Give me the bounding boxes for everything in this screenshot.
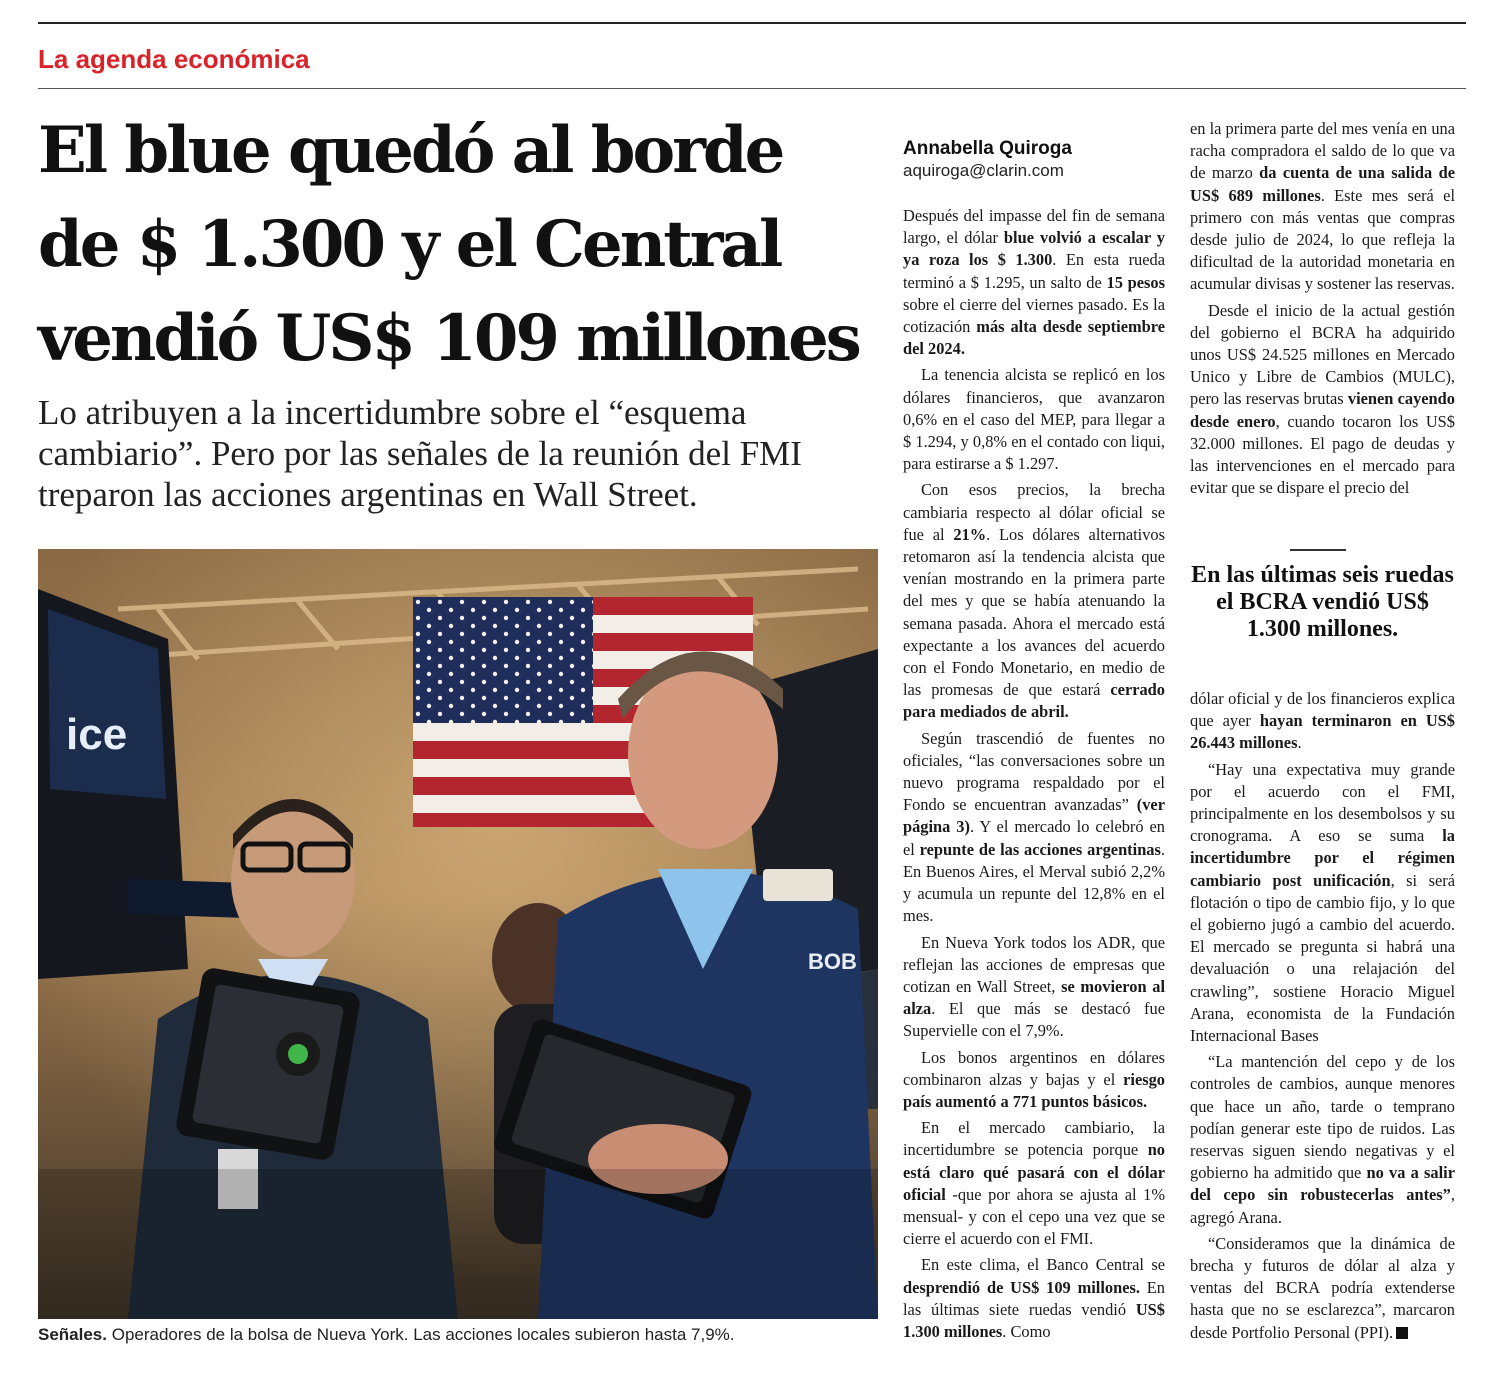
body-paragraph bbox=[903, 728, 1165, 928]
headline bbox=[38, 104, 888, 386]
body-text: Desde el inicio de la actual gestión del gobierno el BCRA ha adquirido unos US$ 24.525 millones en Mercado Unico y Libre de Cambios (MULC), pero las reservas brutas bbox=[1190, 300, 1455, 409]
body-emphasis: da cuenta de una salida de US$ 689 millones bbox=[1190, 163, 1455, 205]
body-emphasis: desprendió de US$ 109 millones. bbox=[903, 1277, 1140, 1297]
end-of-article-mark bbox=[1396, 1327, 1408, 1339]
body-text: , cuando tocaron los US$ 32.000 millones. El pago de deudas y las intervenciones en el mercado para evitar que se dispare el precio del bbox=[1190, 411, 1455, 498]
body-paragraph bbox=[903, 1117, 1165, 1250]
body-text: dólar oficial y de los financieros explica que ayer bbox=[1190, 689, 1455, 731]
headline-line-2: de $ 1.300 y el Central bbox=[38, 207, 781, 282]
caption-lead: Señales. bbox=[38, 1325, 107, 1344]
body-paragraph bbox=[1190, 1233, 1455, 1344]
body-column-2-top bbox=[1190, 118, 1455, 503]
body-emphasis: vienen cayendo desde enero bbox=[1190, 389, 1455, 431]
body-emphasis: (ver página 3) bbox=[903, 795, 1165, 837]
body-paragraph bbox=[903, 205, 1165, 360]
body-paragraph bbox=[1190, 1051, 1455, 1229]
body-text: , si será flotación o tipo de cambio fijo, y lo que el gobierno jugó a cambio del acuerdo. El mercado se pregunta si habrá una devaluación o una relajación del crawling”, sostiene Horacio Miguel Arana, economista de la Fundación Internacional Bases bbox=[1190, 870, 1455, 1046]
byline bbox=[903, 137, 1173, 182]
body-emphasis: más alta desde septiembre del 2024. bbox=[903, 317, 1165, 359]
photo-caption bbox=[38, 1325, 878, 1345]
body-text: . En esta rueda terminó a $ 1.295, un salto de bbox=[903, 250, 1165, 292]
body-paragraph bbox=[903, 364, 1165, 475]
body-paragraph bbox=[903, 932, 1165, 1043]
body-text: Con esos precios, la brecha cambiaria respecto al dólar oficial se fue al bbox=[903, 480, 1165, 544]
body-text: . En Buenos Aires, el Merval subió 2,2% y acumula un repunte del 12,8% en el mes. bbox=[903, 839, 1165, 926]
body-emphasis: repunte de las acciones argentinas bbox=[919, 839, 1161, 859]
body-text: “La mantención del cepo y de los controles de cambios, aunque menores que hace un año, tarde o temprano podían generar este tipo de ruidos. Las reservas siguen siendo negativas y el gobierno ha admitido que bbox=[1190, 1052, 1455, 1183]
body-text: “Consideramos que la dinámica de brecha y futuros de dólar al alza y ventas del BCRA podría extenderse hasta que no se esclarezca”, marcaron desde Portfolio Personal (PPI). bbox=[1190, 1233, 1455, 1342]
body-text: . Los dólares alternativos retomaron así la tendencia alcista que venían mostrando en la primera parte del mes y que se había atenuando la semana pasada. Ahora el mercado está expectante a los avances del acuerdo con el Fondo Monetario, en medio de las promesas de que estará bbox=[903, 524, 1166, 700]
body-paragraph bbox=[1190, 300, 1455, 500]
body-text: en la primera parte del mes venía en una racha compradora el saldo de lo que va de marzo bbox=[1190, 119, 1455, 183]
body-emphasis: la incertidumbre por el régimen cambiario post unificación bbox=[1190, 826, 1455, 890]
body-text: “Hay una expectativa muy grande por el acuerdo con el FMI, principalmente en los desembolsos y su cronograma. A eso se suma bbox=[1190, 759, 1455, 846]
section-label[interactable]: La agenda económica bbox=[38, 44, 310, 74]
body-paragraph bbox=[1190, 688, 1455, 755]
body-emphasis: 21% bbox=[953, 524, 987, 544]
pullquote-rule bbox=[1290, 549, 1346, 551]
body-text: Los bonos argentinos en dólares combinaron alzas y bajas y el bbox=[903, 1047, 1165, 1089]
body-text: Según trascendió de fuentes no oficiales, “las conversaciones sobre un nuevo programa respaldado por el Fondo se encuentran avanzadas” bbox=[903, 728, 1165, 815]
section-rule bbox=[38, 88, 1466, 89]
body-paragraph bbox=[903, 479, 1165, 723]
body-emphasis: no va a salir del cepo sin robustecerlas antes” bbox=[1190, 1163, 1455, 1205]
trading-floor-photo[interactable] bbox=[38, 549, 878, 1319]
top-rule bbox=[38, 22, 1466, 24]
author-name: Annabella Quiroga bbox=[903, 138, 1072, 159]
body-text: En este clima, el Banco Central se bbox=[921, 1255, 1165, 1275]
body-text: . Como bbox=[1002, 1321, 1051, 1341]
body-text: En Nueva York todos los ADR, que reflejan las acciones de empresas que cotizan en Wall Street, bbox=[903, 932, 1165, 996]
body-text: La tenencia alcista se replicó en los dólares financieros, que avanzaron 0,6% en el caso del MEP, para llegar a $ 1.294, y 0,8% en el contado con liqui, para estirarse a $ 1.297. bbox=[903, 365, 1165, 474]
deck-subheadline: Lo atribuyen a la incertidumbre sobre el “esquema cambiario”. Pero por las señales de la reunión del FMI treparon las acciones argentinas en Wall Street. bbox=[38, 393, 802, 514]
badge-text: BOB bbox=[808, 949, 857, 974]
body-text: En las últimas siete ruedas vendió bbox=[903, 1277, 1165, 1319]
body-column-1 bbox=[903, 205, 1165, 1347]
body-text: Después del impasse del fin de semana largo, el dólar bbox=[903, 206, 1165, 248]
caption-text: Operadores de la bolsa de Nueva York. Las acciones locales subieron hasta 7,9%. bbox=[107, 1325, 735, 1344]
body-emphasis: US$ 1.300 millones bbox=[903, 1299, 1165, 1341]
body-emphasis: no está claro qué pasará con el dólar oficial bbox=[903, 1140, 1165, 1204]
body-paragraph bbox=[1190, 759, 1455, 1048]
body-text: sobre el cierre del viernes pasado. Es la cotización bbox=[903, 294, 1165, 337]
body-emphasis: hayan terminaron en US$ 26.443 millones bbox=[1190, 711, 1455, 753]
body-emphasis: se movieron al alza bbox=[903, 976, 1165, 1019]
body-paragraph bbox=[903, 1254, 1165, 1343]
body-text: , agregó Arana. bbox=[1190, 1185, 1455, 1227]
headline-line-3: vendió US$ 109 millones bbox=[38, 301, 859, 376]
body-emphasis: 15 pesos bbox=[1106, 272, 1165, 292]
author-email[interactable]: aquiroga@clarin.com bbox=[903, 161, 1064, 180]
body-text: . El que más se destacó fue Supervielle con el 7,9%. bbox=[903, 999, 1165, 1041]
ice-logo: ice bbox=[66, 710, 128, 759]
pullquote: En las últimas seis ruedas el BCRA vendió US$ 1.300 millones. bbox=[1191, 562, 1454, 642]
body-column-2-bottom bbox=[1190, 688, 1455, 1348]
body-text: . Este mes será el primero con más ventas que compras desde julio de 2024, lo que refleja la dificultad de la autoridad monetaria en acumular divisas y sostener las reservas. bbox=[1190, 185, 1455, 294]
body-text: -que por ahora se ajusta al 1% mensual- y con el cepo una vez que se cierre el acuerdo con el FMI. bbox=[903, 1184, 1165, 1249]
headline-line-1: El blue quedó al borde bbox=[38, 113, 783, 188]
body-emphasis: blue volvió a escalar y ya roza los $ 1.300 bbox=[903, 228, 1165, 270]
body-emphasis: riesgo país aumentó a 771 puntos básicos. bbox=[903, 1069, 1165, 1111]
body-text: . bbox=[1297, 733, 1302, 753]
body-text: En el mercado cambiario, la incertidumbre se potencia porque bbox=[903, 1118, 1165, 1160]
body-paragraph bbox=[903, 1047, 1165, 1114]
body-paragraph bbox=[1190, 118, 1455, 296]
body-text: . Y el mercado lo celebró en el bbox=[903, 817, 1165, 859]
body-emphasis: cerrado para mediados de abril. bbox=[903, 680, 1165, 722]
